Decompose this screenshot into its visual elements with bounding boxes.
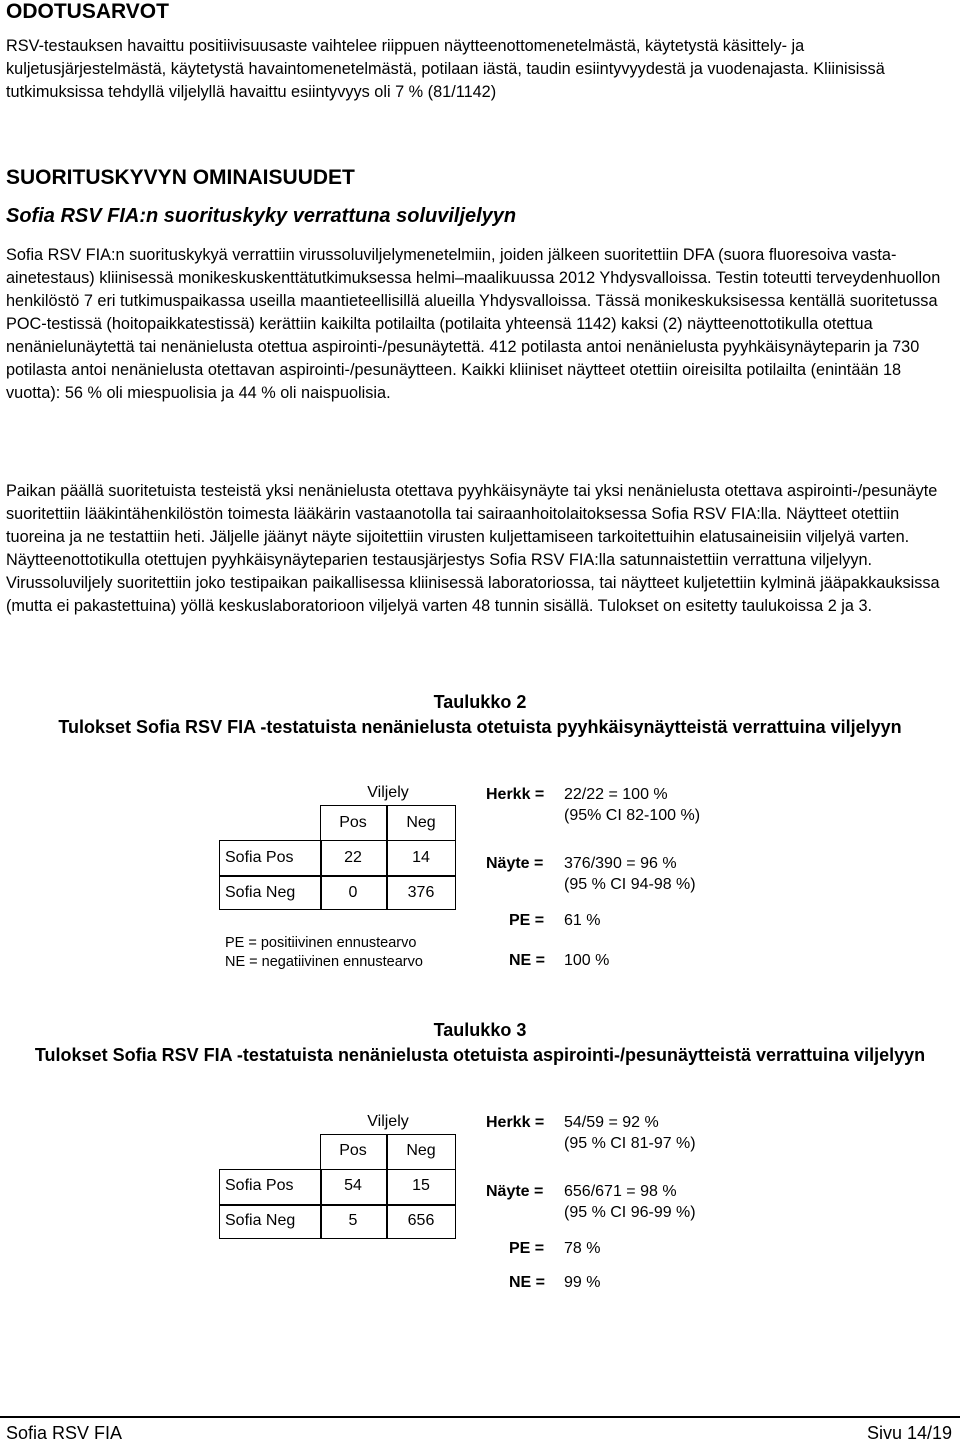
table3-row-pos-label: Sofia Pos <box>225 1177 294 1194</box>
table3-row-neg-label: Sofia Neg <box>225 1212 296 1229</box>
table3-spec-ci: (95 % CI 96-99 %) <box>564 1204 696 1221</box>
table2-row-pos-label: Sofia Pos <box>225 849 294 866</box>
table2-sens-ci: (95% CI 82-100 %) <box>564 807 701 824</box>
table3-sens-label: Herkk = <box>486 1114 545 1131</box>
table3-col-pos: Pos <box>339 1142 367 1159</box>
table2-number: Taulukko 2 <box>433 692 527 712</box>
table2-col-pos: Pos <box>339 814 367 831</box>
table3-caption <box>0 1018 960 1068</box>
table3-ppv-label: PE = <box>509 1240 545 1257</box>
footer-divider <box>0 1416 960 1418</box>
table2-cell-tp: 22 <box>344 849 362 866</box>
table2-row-neg-label: Sofia Neg <box>225 884 296 901</box>
table3-sens-value: 54/59 = 92 % <box>564 1114 659 1131</box>
table2-row-divider <box>219 875 456 877</box>
table2-npv-label: NE = <box>509 952 546 969</box>
table3-row-divider <box>219 1204 456 1206</box>
table3-title: Tulokset Sofia RSV FIA -testatuista nenänielusta otetuista aspirointi-/pesunäytteistä verrattuina viljelyyn <box>34 1045 926 1065</box>
table2-spec-label: Näyte = <box>486 855 544 872</box>
performance-paragraph-2: Paikan päällä suoritetuista testeistä yksi nenänielusta otettava pyyhkäisynäyte tai yksi nenänielusta otettava aspirointi-/pesunäyte suoritettiin lääkintähenkilöstön toimesta lääkärin vastaanotolla tai sairaanhoitolaitoksessa Sofia RSV FIA:lla. Näytteet otettiin tuoreina ja ne testattiin heti. Jäljelle jäänyt näyte sijoitettiin virusten kuljettamiseen tarkoitettuihin elatusaineisiin viljelyä varten. Näytteenottotikulla otettujen pyyhkäisynäyteparien testausjärjestys Sofia RSV FIA:lla satunnaistettiin verrattuna viljelyyn. Virussoluviljely suoritettiin joko testipaikan paikallisessa kliinisessä laboratoriossa, tai näytteet kuljetettiin kylminä jääpakkauksissa (mutta ei pakastettuina) yöllä keskuslaboratorioon viljelyä varten 48 tunnin sisällä. Tulokset on esitetty taulukoissa 2 ja 3. <box>6 482 940 615</box>
table2-culture-label: Viljely <box>367 784 409 801</box>
table3-cell-fn: 5 <box>348 1212 358 1229</box>
table2-col-neg: Neg <box>406 814 436 831</box>
section-heading-performance: SUORITUSKYVYN OMINAISUUDET <box>6 166 355 189</box>
table2-sens-label: Herkk = <box>486 786 545 803</box>
table3-cell-tp: 54 <box>344 1177 362 1194</box>
table2-caption <box>0 690 960 740</box>
table3-spec-label: Näyte = <box>486 1183 544 1200</box>
footer-page-number: Sivu 14/19 <box>866 1423 952 1443</box>
table3-ppv-value: 78 % <box>564 1240 601 1257</box>
table2-spec-value: 376/390 = 96 % <box>564 855 677 872</box>
expected-values-paragraph: RSV-testauksen havaittu positiivisuusaste vaihtelee riippuen näytteenottomenetelmästä, käytetystä käsittely- ja kuljetusjärjestelmästä, käytetystä havaintomenetelmästä, potilaan iästä, taudin esiintyvyydestä ja vuodenajasta. Kliinisissä tutkimuksissa tehdyllä viljelyllä havaittu esiintyvyys oli 7 % (81/1142) <box>6 37 885 101</box>
footer-product-name: Sofia RSV FIA <box>6 1423 123 1443</box>
section-heading-expected-values: ODOTUSARVOT <box>6 0 169 23</box>
table2-note-ne: NE = negatiivinen ennustearvo <box>225 954 423 970</box>
table2-title: Tulokset Sofia RSV FIA -testatuista nenänielusta otetuista pyyhkäisynäytteistä verrattuina viljelyyn <box>58 717 902 737</box>
table3-col-neg: Neg <box>406 1142 436 1159</box>
table3-sens-ci: (95 % CI 81-97 %) <box>564 1135 696 1152</box>
performance-paragraph-1: Sofia RSV FIA:n suorituskykyä verrattiin virussoluviljelymenetelmiin, joiden jälkeen suoritettiin DFA (suora fluoresoiva vasta-ainetestaus) kliinisessä monikeskuskenttätutkimuksessa helmi–maalikuussa 2012 Yhdysvalloissa. Testin toteutti terveydenhuollon henkilöstö 7 eri tutkimuspaikassa useilla maantieteellisillä alueilla Yhdysvalloissa. Tässä monikeskuksisessa kentällä suoritetussa POC-testissä (hoitopaikkatestissä) kerättiin kaikilta potilailta (potilaita yhteensä 1142) kaksi (2) näytteenottotikulla otettua nenänielunäytettä tai nenänielusta otettua aspirointi-/pesunäytettä. 412 potilasta antoi nenänielusta pyyhkäisynäyteparin ja 730 potilasta antoi nenänielusta otettavan aspirointi-/pesunäytteen. Kaikki kliiniset näytteet otettiin oireisilta potilailta (enintään 18 vuotta): 56 % oli miespuolisia ja 44 % oli naispuolisia. <box>6 246 941 402</box>
table2-cell-fp: 14 <box>412 849 430 866</box>
table2-ppv-value: 61 % <box>564 912 601 929</box>
table3-npv-label: NE = <box>509 1274 546 1291</box>
table2-note-pe: PE = positiivinen ennustearvo <box>225 935 417 951</box>
table3-cell-fp: 15 <box>412 1177 430 1194</box>
table3-npv-value: 99 % <box>564 1274 601 1291</box>
subheading-performance-vs-culture: Sofia RSV FIA:n suorituskyky verrattuna soluviljelyyn <box>6 205 517 227</box>
table3-cell-tn: 656 <box>407 1212 435 1229</box>
table3-spec-value: 656/671 = 98 % <box>564 1183 677 1200</box>
table3-number: Taulukko 3 <box>433 1020 527 1040</box>
table2-ppv-label: PE = <box>509 912 545 929</box>
table2-cell-fn: 0 <box>348 884 358 901</box>
table2-sens-value: 22/22 = 100 % <box>564 786 668 803</box>
table2-cell-tn: 376 <box>407 884 435 901</box>
table2-npv-value: 100 % <box>564 952 610 969</box>
table3-culture-label: Viljely <box>367 1113 409 1130</box>
table2-spec-ci: (95 % CI 94-98 %) <box>564 876 696 893</box>
